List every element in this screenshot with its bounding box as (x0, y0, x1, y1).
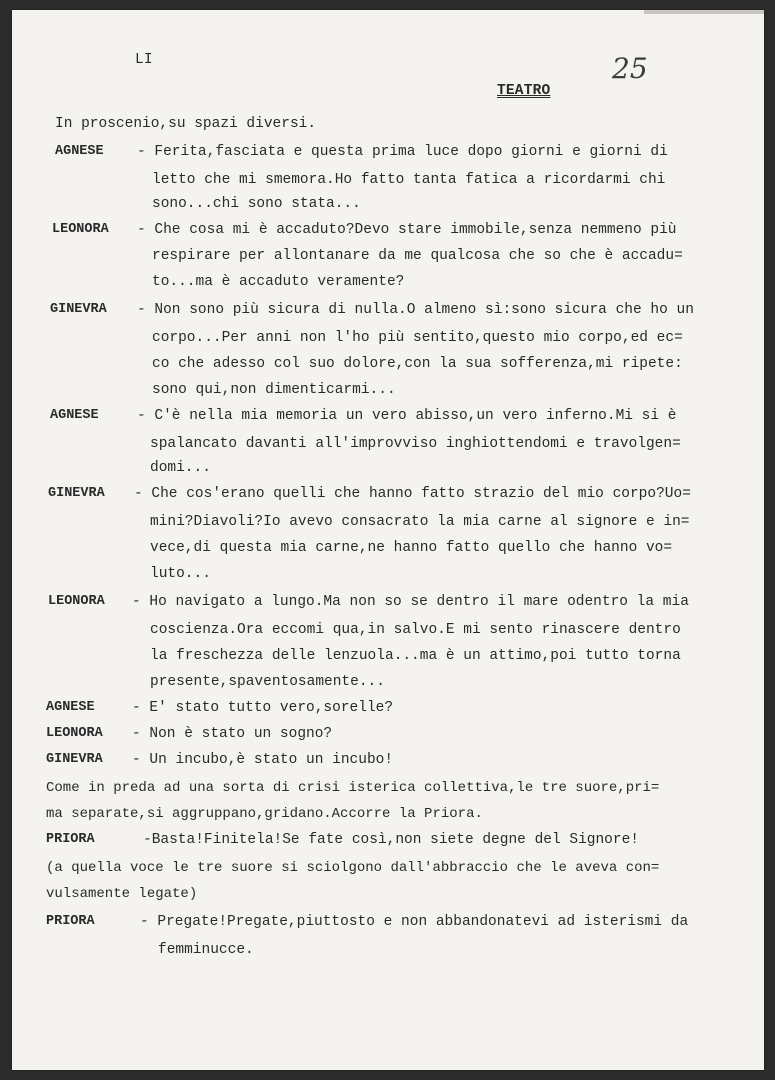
stage-direction: ma separate,si aggruppano,gridano.Accorre la Priora. (46, 806, 483, 822)
dialogue-line: - Un incubo,è stato un incubo! (132, 752, 394, 768)
dialogue-line: to...ma è accaduto veramente? (152, 274, 405, 290)
speaker-ginevra: GINEVRA (46, 752, 103, 767)
dialogue-line: presente,spaventosamente... (150, 674, 385, 690)
dialogue-line: letto che mi smemora.Ho fatto tanta fatica a ricordarmi chi (152, 172, 666, 188)
speaker-priora: PRIORA (46, 914, 95, 929)
dialogue-line: - C'è nella mia memoria un vero abisso,un vero inferno.Mi si è (137, 408, 677, 424)
page-title: TEATRO (497, 83, 551, 99)
dialogue-line: sono...chi sono stata... (152, 196, 361, 212)
paper-edge (644, 10, 764, 14)
dialogue-line: luto... (150, 566, 211, 582)
speaker-priora: PRIORA (46, 832, 95, 847)
intro-direction: In proscenio,su spazi diversi. (55, 116, 317, 132)
dialogue-line: sono qui,non dimenticarmi... (152, 382, 396, 398)
dialogue-line: - Che cos'erano quelli che hanno fatto strazio del mio corpo?Uo= (134, 486, 691, 502)
dialogue-line: - Non è stato un sogno? (132, 726, 333, 742)
speaker-ginevra: GINEVRA (50, 302, 107, 317)
dialogue-line: la freschezza delle lenzuola...ma è un attimo,poi tutto torna (150, 648, 681, 664)
speaker-agnese: AGNESE (50, 408, 99, 423)
dialogue-line: vece,di questa mia carne,ne hanno fatto quello che hanno vo= (150, 540, 673, 556)
dialogue-line: - Ferita,fasciata e questa prima luce dopo giorni e giorni di (137, 144, 668, 160)
stage-direction: vulsamente legate) (46, 886, 198, 902)
stage-direction: (a quella voce le tre suore si sciolgono dall'abbraccio che le aveva con= (46, 860, 660, 876)
dialogue-line: coscienza.Ora eccomi qua,in salvo.E mi sento rinascere dentro (150, 622, 681, 638)
dialogue-line: co che adesso col suo dolore,con la sua sofferenza,mi ripete: (152, 356, 683, 372)
dialogue-line: - Non sono più sicura di nulla.O almeno sì:sono sicura che ho un (137, 302, 694, 318)
speaker-leonora: LEONORA (52, 222, 109, 237)
handwritten-page-number: 25 (612, 52, 648, 85)
speaker-leonora: LEONORA (48, 594, 105, 609)
speaker-agnese: AGNESE (55, 144, 104, 159)
stage-direction: Come in preda ad una sorta di crisi isterica collettiva,le tre suore,pri= (46, 780, 660, 796)
speaker-ginevra: GINEVRA (48, 486, 105, 501)
speaker-leonora: LEONORA (46, 726, 103, 741)
speaker-agnese: AGNESE (46, 700, 95, 715)
dialogue-line: mini?Diavoli?Io avevo consacrato la mia carne al signore e in= (150, 514, 690, 530)
dialogue-line: - E' stato tutto vero,sorelle? (132, 700, 394, 716)
dialogue-line: respirare per allontanare da me qualcosa che so che è accadu= (152, 248, 683, 264)
dialogue-line: corpo...Per anni non l'ho più sentito,questo mio corpo,ed ec= (152, 330, 683, 346)
dialogue-line: - Ho navigato a lungo.Ma non so se dentro il mare odentro la mia (132, 594, 689, 610)
section-label: LI (135, 52, 153, 68)
dialogue-line: femminucce. (158, 942, 254, 958)
dialogue-line: - Che cosa mi è accaduto?Devo stare immobile,senza nemmeno più (137, 222, 677, 238)
dialogue-line: spalancato davanti all'improvviso inghiottendomi e travolgen= (150, 436, 681, 452)
dialogue-line: domi... (150, 460, 211, 476)
dialogue-line: -Basta!Finitela!Se fate così,non siete degne del Signore! (143, 832, 639, 848)
dialogue-line: - Pregate!Pregate,piuttosto e non abbandonatevi ad isterismi da (140, 914, 689, 930)
